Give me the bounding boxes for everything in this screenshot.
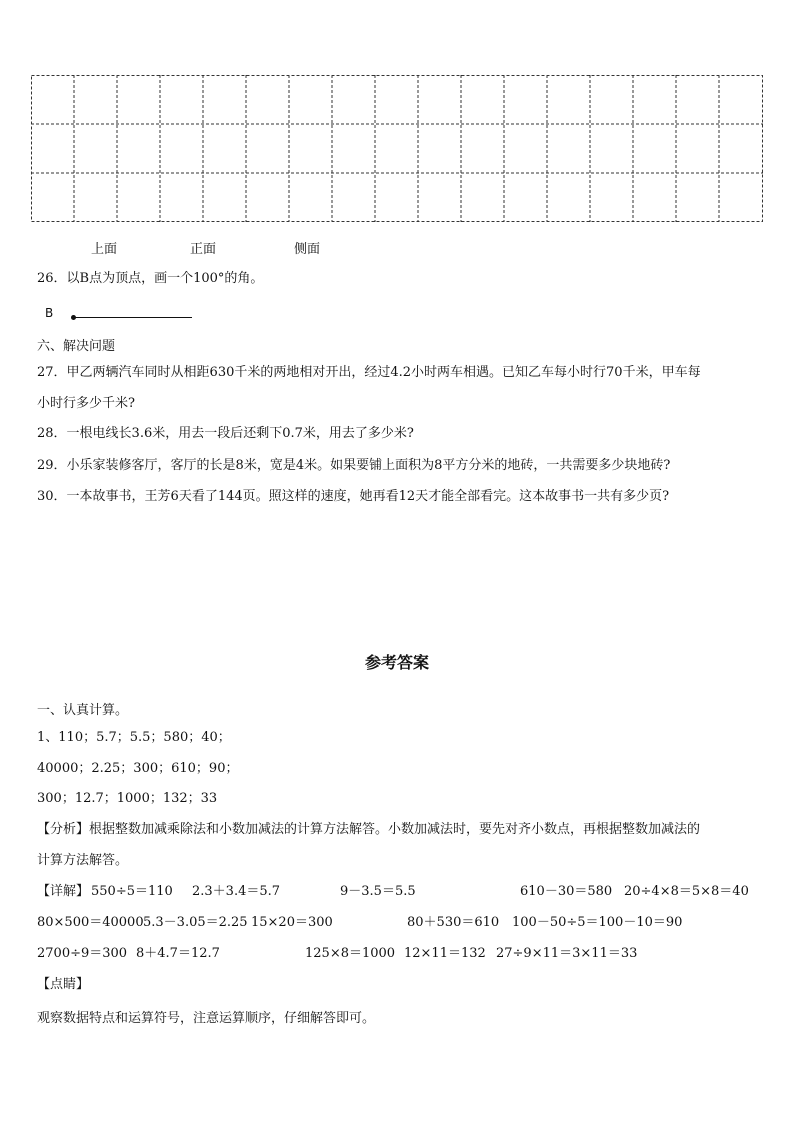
point-b-dot — [71, 315, 76, 320]
detail-item: 8＋4.7＝12.7 — [136, 946, 220, 961]
answer-line-3: 300；12.7；1000；132；33 — [37, 791, 218, 806]
detail-item: 2700÷9＝300 — [37, 946, 128, 961]
detail-item: 610－30＝580 — [520, 884, 613, 899]
view-label-front: 正面 — [190, 242, 217, 257]
analysis-line1: 【分析】根据整数加减乘除法和小数加减法的计算方法解答。小数加减法时，要先对齐小数点，再根据整数加减法的 — [37, 822, 701, 837]
ray-from-b — [72, 317, 192, 318]
answer-line-2: 40000；2.25；300；610；90； — [37, 761, 239, 776]
section-heading-6: 六、解决问题 — [37, 339, 116, 354]
view-label-side: 侧面 — [294, 242, 321, 257]
detail-item: 12×11＝132 — [404, 946, 486, 961]
tip-text: 观察数据特点和运算符号，注意运算顺序，仔细解答即可。 — [37, 1011, 376, 1026]
detail-item: 9－3.5＝5.5 — [340, 884, 416, 899]
question-26 — [37, 270, 263, 288]
grid-svg — [31, 75, 763, 222]
detail-item: 80×500＝40000 — [37, 915, 144, 930]
detail-item: 2.3＋3.4＝5.7 — [192, 884, 281, 899]
tip-label: 【点睛】 — [37, 977, 90, 992]
point-b-label: B — [45, 306, 54, 320]
answer-section-1: 一、认真计算。 — [37, 703, 129, 718]
question-30: 30．一本故事书，王芳6天看了144页。照这样的速度，她再看12天才能全部看完。这本故事书一共有多少页? — [37, 489, 670, 504]
answer-line-1: 1、110；5.7；5.5；580；40； — [37, 730, 231, 745]
detail-label: 【详解】 — [37, 884, 90, 899]
detail-item: 5.3－3.05＝2.25 — [143, 915, 248, 930]
question-29: 29．小乐家装修客厅，客厅的长是8米，宽是4米。如果要铺上面积为8平方分米的地砖，一共需要多少块地砖? — [37, 458, 671, 473]
dotted-grid — [31, 75, 763, 222]
detail-item: 125×8＝1000 — [305, 946, 396, 961]
analysis-line2: 计算方法解答。 — [37, 853, 129, 868]
answer-title: 参考答案 — [364, 653, 429, 672]
question-27-line2: 小时行多少千米? — [37, 396, 135, 411]
detail-item: 20÷4×8＝5×8＝40 — [624, 884, 749, 899]
view-label-top: 上面 — [91, 242, 118, 257]
detail-item: 27÷9×11＝3×11＝33 — [496, 946, 638, 961]
question-26-number: 26． — [37, 271, 67, 286]
detail-item: 15×20＝300 — [251, 915, 333, 930]
question-27-line1: 27．甲乙两辆汽车同时从相距630千米的两地相对开出，经过4.2小时两车相遇。已知乙车每小时行70千米，甲车每 — [37, 365, 701, 380]
question-28: 28．一根电线长3.6米，用去一段后还剩下0.7米，用去了多少米? — [37, 426, 414, 441]
detail-item: 100－50÷5＝100－10＝90 — [512, 915, 683, 930]
detail-item: 550÷5＝110 — [91, 884, 173, 899]
detail-item: 80＋530＝610 — [407, 915, 500, 930]
question-26-text: 以B点为顶点，画一个100°的角。 — [66, 271, 264, 286]
